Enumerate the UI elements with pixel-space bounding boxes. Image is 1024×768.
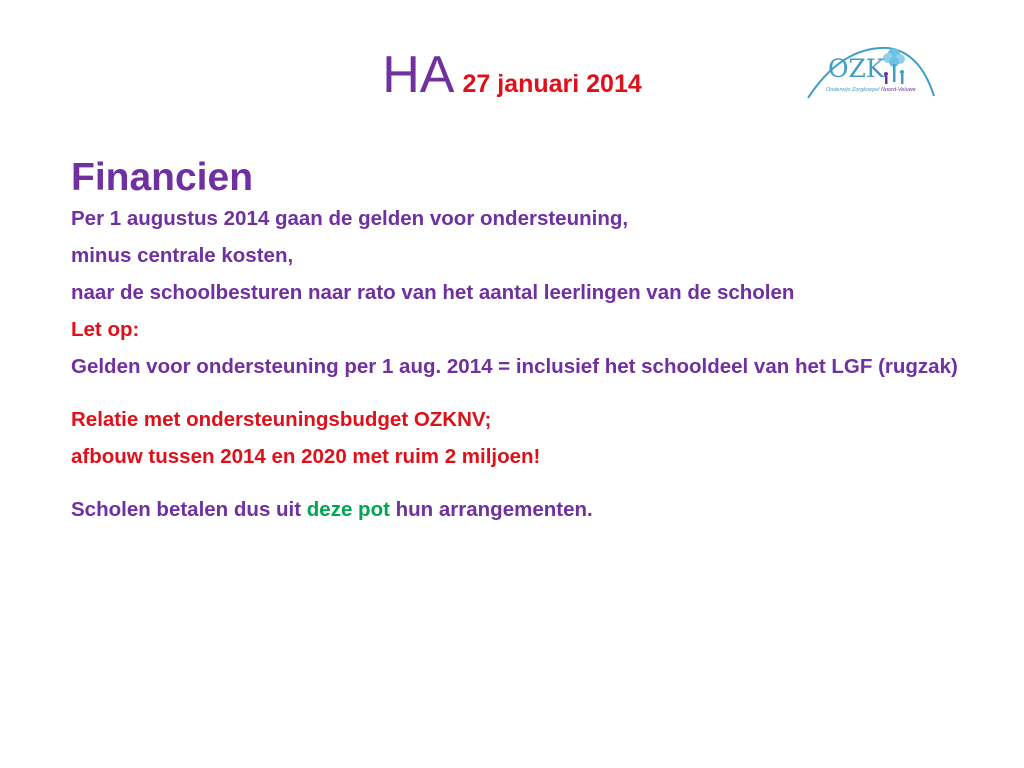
spacer: [71, 379, 976, 407]
spacer: [71, 469, 976, 497]
title-date: 27 januari 2014: [462, 70, 642, 98]
logo-text: OZK: [828, 54, 885, 83]
final-line-part1: Scholen betalen dus uit: [71, 498, 307, 521]
ozk-logo: [802, 40, 938, 104]
body-line-3: naar de schoolbesturen naar rato van het aantal leerlingen van de scholen: [71, 281, 795, 304]
body-line-4: Gelden voor ondersteuning per 1 aug. 2014 = inclusief het schooldeel van het LGF (rugzak): [71, 355, 958, 378]
logo-subtitle-accent: Noord-Veluwe: [881, 87, 916, 93]
slide-content: [71, 150, 976, 522]
final-line-part3: hun arrangementen.: [389, 498, 593, 521]
body-line-1: Per 1 augustus 2014 gaan de gelden voor ondersteuning,: [71, 207, 629, 230]
logo-subtitle-main: Onderwijs Zorgkoepel: [826, 87, 880, 93]
note-label: Let op:: [71, 318, 140, 341]
logo-subtitle: [826, 87, 916, 93]
body-line-2: minus centrale kosten,: [71, 244, 294, 267]
title-main: HA: [382, 46, 455, 104]
relation-line: Relatie met ondersteuningsbudget OZKNV;: [71, 408, 492, 431]
final-line: [71, 497, 976, 522]
final-line-highlight: deze pot: [306, 498, 390, 521]
reduction-line: afbouw tussen 2014 en 2020 met ruim 2 miljoen!: [71, 445, 541, 468]
section-heading: Financien: [71, 156, 254, 199]
